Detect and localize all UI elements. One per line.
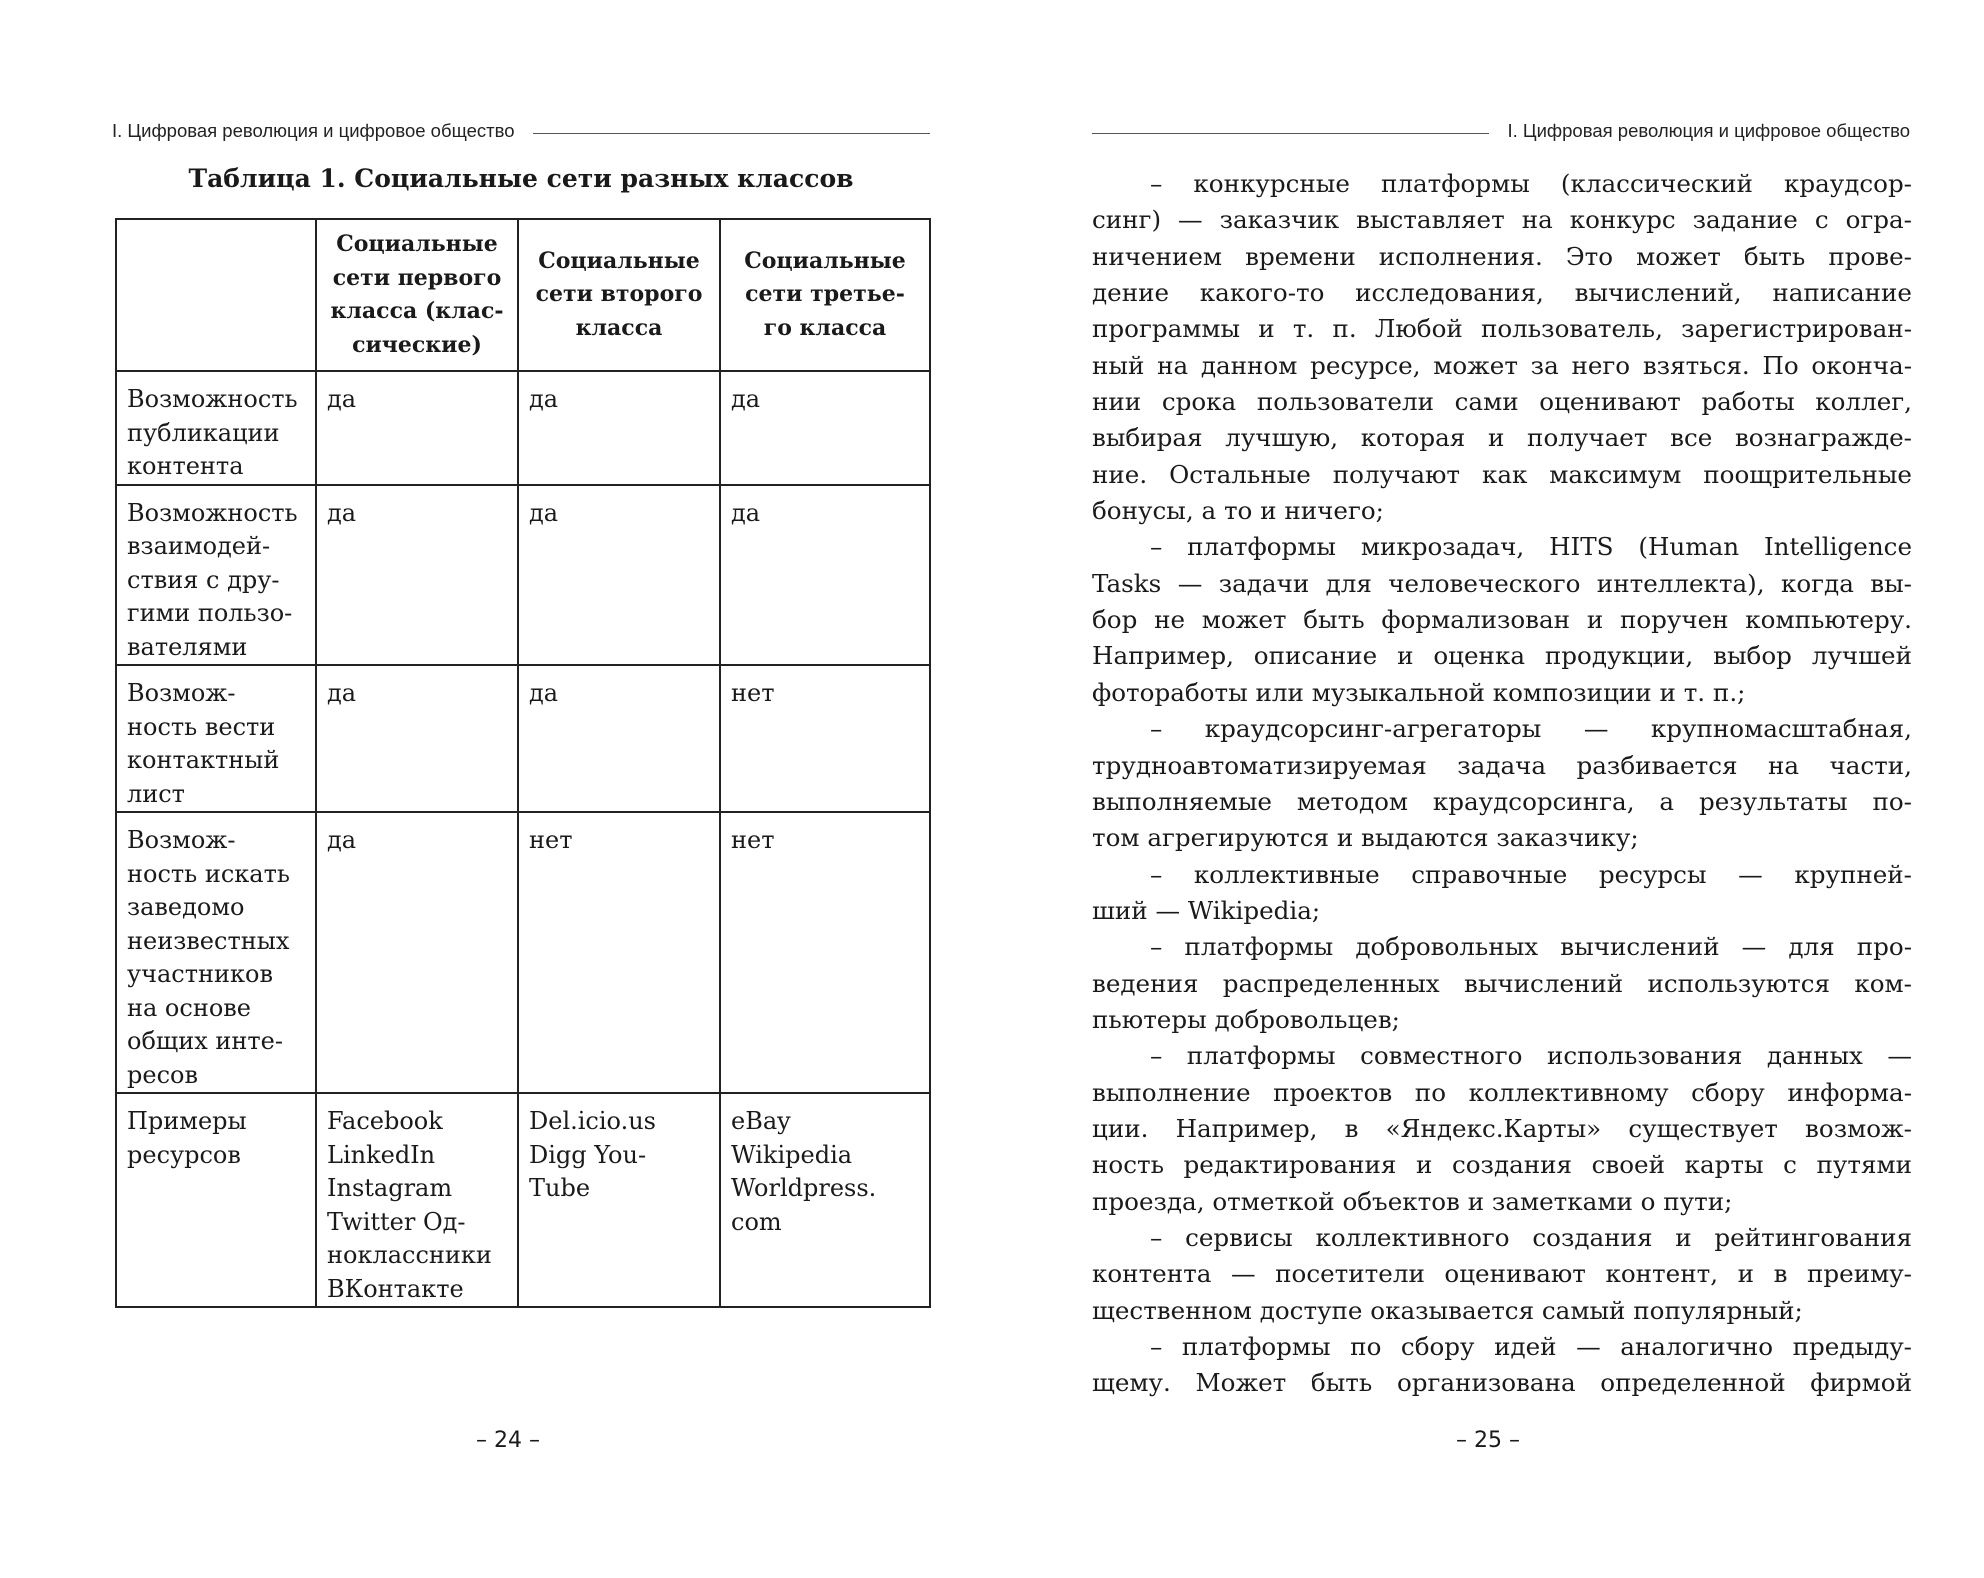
cell-line: ресурсов xyxy=(127,1140,241,1169)
cell-line: да xyxy=(529,498,559,527)
cell-line: Worldpress. xyxy=(731,1174,877,1202)
cell-line: ВКонтакте xyxy=(327,1274,464,1303)
left-running-head xyxy=(112,116,930,146)
cell-line: ноклассники xyxy=(327,1241,492,1269)
table-row xyxy=(116,371,930,485)
table-cell xyxy=(518,665,720,812)
table-cell xyxy=(720,812,930,1093)
text-line: выполнение проектов по коллективному сбору информа- xyxy=(1092,1077,1912,1107)
text-line: ние. Остальные получают как максимум поощрительные xyxy=(1092,459,1912,489)
text-line: Tasks — задачи для человеческого интеллекта), когда вы- xyxy=(1092,568,1912,598)
cell-line: участников xyxy=(127,960,273,988)
header-line: Социальные xyxy=(336,231,498,257)
cell-line: LinkedIn xyxy=(327,1140,436,1169)
text-line: выполняемые методом краудсорсинга, а результаты по- xyxy=(1092,786,1912,816)
page-number-left: – 24 – xyxy=(476,1428,540,1453)
header-line: го класса xyxy=(763,314,887,341)
text-line: – платформы по сбору идей — аналогично предыду- xyxy=(1150,1332,1912,1361)
header-cell xyxy=(720,219,930,371)
table-row xyxy=(116,665,930,812)
cell-line: нет xyxy=(529,826,573,854)
cell-line: Tube xyxy=(529,1174,591,1202)
row-label-cell xyxy=(116,1093,316,1307)
row-label-cell xyxy=(116,485,316,666)
cell-line: да xyxy=(529,385,559,413)
table-row xyxy=(116,485,930,666)
header-line: сети второго xyxy=(535,281,703,308)
cell-line: ствия с дру- xyxy=(127,565,280,594)
text-line: программы и т. п. Любой пользователь, зарегистрирован- xyxy=(1092,314,1912,344)
cell-line: Instagram xyxy=(327,1174,453,1202)
text-line: контента — посетители оценивают контент, и в преиму- xyxy=(1092,1259,1912,1289)
text-line: ший — Wikipedia; xyxy=(1092,895,1321,925)
text-line: проезда, отметкой объектов и заметками о пути; xyxy=(1092,1186,1733,1216)
cell-line: ресов xyxy=(127,1060,198,1089)
cell-line: гими пользо- xyxy=(127,599,293,627)
text-line: бор не может быть формализован и поручен компьютеру. xyxy=(1092,605,1912,635)
header-line: сети первого xyxy=(332,264,502,291)
table-cell xyxy=(316,485,518,666)
cell-line: да xyxy=(529,679,559,707)
cell-line: на основе xyxy=(127,993,251,1022)
cell-line: взаимодей- xyxy=(127,532,271,560)
cell-line: Возмож- xyxy=(127,826,236,854)
text-line: нии срока пользователи сами оценивают работы коллег, xyxy=(1092,387,1912,417)
header-line: класса (клас- xyxy=(330,298,504,324)
cell-line: публикации xyxy=(127,418,280,447)
table-cell xyxy=(518,371,720,485)
cell-line: неизвестных xyxy=(127,926,290,955)
header-line: Социальные xyxy=(538,247,700,274)
table-cell xyxy=(720,1093,930,1307)
table-cell xyxy=(316,1093,518,1307)
table-row xyxy=(116,812,930,1093)
cell-line: нет xyxy=(731,679,775,707)
text-line: – сервисы коллективного создания и рейтингования xyxy=(1150,1222,1912,1252)
cell-line: да xyxy=(327,498,357,527)
table-row xyxy=(116,1093,930,1307)
text-line: синг) — заказчик выставляет на конкурс задание с огра- xyxy=(1092,205,1912,235)
row-label-cell xyxy=(116,812,316,1093)
page-number-right: – 25 – xyxy=(1456,1428,1520,1453)
text-line: дение какого-то исследования, вычислений, написание xyxy=(1092,278,1912,308)
cell-line: общих инте- xyxy=(127,1027,283,1055)
cell-line: Wikipedia xyxy=(731,1140,853,1169)
text-line: – конкурсные платформы (классический краудсор- xyxy=(1150,169,1912,198)
cell-line: вателями xyxy=(127,632,248,661)
text-line: выбирая лучшую, которая и получает все вознагражде- xyxy=(1092,423,1912,453)
table-cell xyxy=(720,371,930,485)
text-line: – краудсорсинг-агрегаторы — крупномасштабная, xyxy=(1150,714,1912,744)
text-line: том агрегируются и выдаются заказчику; xyxy=(1092,823,1639,853)
cell-line: да xyxy=(327,826,357,854)
cell-line: заведомо xyxy=(127,893,245,921)
row-label-cell xyxy=(116,371,316,485)
cell-line: да xyxy=(327,679,357,707)
text-line: – платформы добровольных вычислений — для про- xyxy=(1150,932,1912,962)
text-line: ведения распределенных вычислений используются ком- xyxy=(1092,968,1912,998)
header-line: сети третье- xyxy=(745,281,905,308)
body-text xyxy=(1092,166,1912,1402)
text-line: – коллективные справочные ресурсы — крупней- xyxy=(1150,859,1912,889)
table-cell xyxy=(518,1093,720,1307)
text-line: ничением времени исполнения. Это может быть прове- xyxy=(1092,241,1912,271)
cell-line: Возможность xyxy=(127,498,298,527)
text-line: щественном доступе оказывается самый популярный; xyxy=(1092,1295,1803,1325)
text-line: – платформы совместного использования данных — xyxy=(1150,1041,1912,1071)
right-page xyxy=(992,0,1984,1578)
cell-line: да xyxy=(731,498,761,527)
running-head-text: I. Цифровая революция и цифровое общество xyxy=(1507,120,1910,141)
table-cell xyxy=(518,812,720,1093)
table-title: Таблица 1. Социальные сети разных классов xyxy=(188,164,854,193)
text-line: ции. Например, в «Яндекс.Карты» существует возмож- xyxy=(1092,1113,1912,1143)
table-cell xyxy=(720,485,930,666)
cell-line: eBay xyxy=(731,1107,791,1135)
cell-line: com xyxy=(731,1207,782,1236)
cell-line: да xyxy=(731,385,761,413)
header-cell xyxy=(116,219,316,371)
table-cell xyxy=(316,812,518,1093)
text-line: фоторaботы или музыкальной композиции и т. п.; xyxy=(1092,677,1746,707)
table-cell xyxy=(720,665,930,812)
cell-line: ность вести xyxy=(127,712,276,741)
cell-line: контента xyxy=(127,452,244,480)
cell-line: Digg You- xyxy=(529,1140,647,1169)
right-running-head xyxy=(1092,116,1910,146)
text-line: Например, описание и оценка продукции, выбор лучшей xyxy=(1092,641,1912,671)
header-line: Социальные xyxy=(744,247,906,274)
table-cell xyxy=(316,665,518,812)
cell-line: Del.icio.us xyxy=(529,1107,656,1135)
text-line: ный на данном ресурсе, может за него взяться. По оконча- xyxy=(1092,350,1912,380)
cell-line: Facebook xyxy=(327,1107,443,1135)
social-networks-table xyxy=(115,218,931,1308)
cell-line: ность искать xyxy=(127,859,290,888)
cell-line: лист xyxy=(127,779,185,808)
table-header-row xyxy=(116,219,930,371)
text-line: пьютеры добровольцев; xyxy=(1092,1004,1400,1034)
text-line: ность редактирования и создания своей карты с путями xyxy=(1092,1150,1912,1180)
header-line: сические) xyxy=(352,331,482,358)
running-head-rule xyxy=(533,133,930,134)
cell-line: Возмож- xyxy=(127,679,236,707)
table-cell xyxy=(518,485,720,666)
header-cell xyxy=(518,219,720,371)
header-line: класса xyxy=(575,314,663,341)
text-line: трудноавтоматизируемая задача разбивается на части, xyxy=(1092,750,1912,780)
cell-line: контактный xyxy=(127,746,280,774)
header-cell xyxy=(316,219,518,371)
cell-line: Примеры xyxy=(127,1107,247,1135)
cell-line: нет xyxy=(731,826,775,854)
running-head-rule xyxy=(1092,133,1489,134)
table-cell xyxy=(316,371,518,485)
running-head-text: I. Цифровая революция и цифровое общество xyxy=(112,120,515,141)
text-line: щему. Может быть организована определенной фирмой xyxy=(1092,1368,1912,1398)
text-line: – платформы микрозадач, HITS (Human Intelligence xyxy=(1150,532,1912,562)
cell-line: Возможность xyxy=(127,385,298,413)
cell-line: Twitter Од- xyxy=(327,1207,466,1236)
text-line: бонусы, а то и ничего; xyxy=(1092,496,1384,526)
cell-line: да xyxy=(327,385,357,413)
row-label-cell xyxy=(116,665,316,812)
